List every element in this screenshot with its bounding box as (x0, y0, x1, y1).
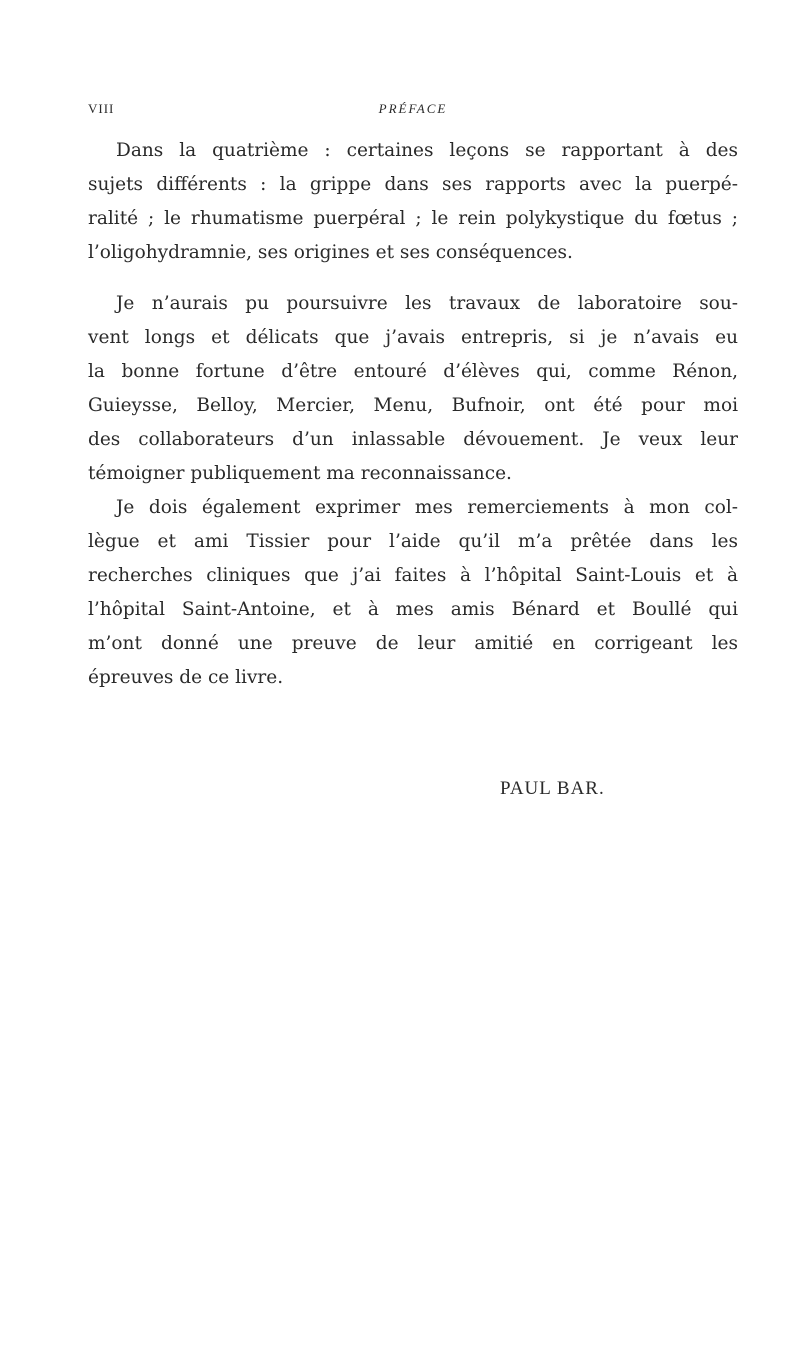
text-line: l’hôpital Saint-Antoine, et à mes amis Bénard et Boullé qui (88, 599, 738, 620)
text-line: Je dois également exprimer mes remerciements à mon col- (116, 497, 738, 518)
text-line: épreuves de ce livre. (88, 667, 284, 688)
body-text (88, 134, 738, 695)
text-line: Je n’aurais pu poursuivre les travaux de laboratoire sou- (116, 293, 738, 314)
text-line: des collaborateurs d’un inlassable dévouement. Je veux leur (88, 429, 738, 450)
text-line: Guieysse, Belloy, Mercier, Menu, Bufnoir, ont été pour moi (88, 395, 738, 416)
text-line: Dans la quatrième : certaines leçons se rapportant à des (116, 140, 738, 161)
text-line: l’oligohydramnie, ses origines et ses conséquences. (88, 242, 573, 263)
text-line: recherches cliniques que j’ai faites à l’hôpital Saint-Louis et à (88, 565, 738, 586)
running-header (88, 101, 738, 121)
text-line: ralité ; le rhumatisme puerpéral ; le rein polykystique du fœtus ; (88, 208, 738, 229)
text-line: m’ont donné une preuve de leur amitié en corrigeant les (88, 633, 738, 654)
text-line: témoigner publiquement ma reconnaissance. (88, 463, 512, 484)
page-number: VIII (88, 101, 115, 116)
author-signature: PAUL BAR. (500, 778, 605, 799)
paragraph-remerciements (88, 491, 738, 695)
text-line: lègue et ami Tissier pour l’aide qu’il m’a prêtée dans les (88, 531, 738, 552)
text-line: la bonne fortune d’être entouré d’élèves qui, comme Rénon, (88, 361, 738, 382)
text-line: vent longs et délicats que j’avais entrepris, si je n’avais eu (88, 327, 738, 348)
paragraph-gap (88, 270, 738, 287)
text-line: sujets différents : la grippe dans ses rapports avec la puerpé- (88, 174, 738, 195)
running-title: PRÉFACE (378, 101, 448, 116)
paragraph-quatrieme (88, 134, 738, 270)
paragraph-laboratoire (88, 287, 738, 491)
